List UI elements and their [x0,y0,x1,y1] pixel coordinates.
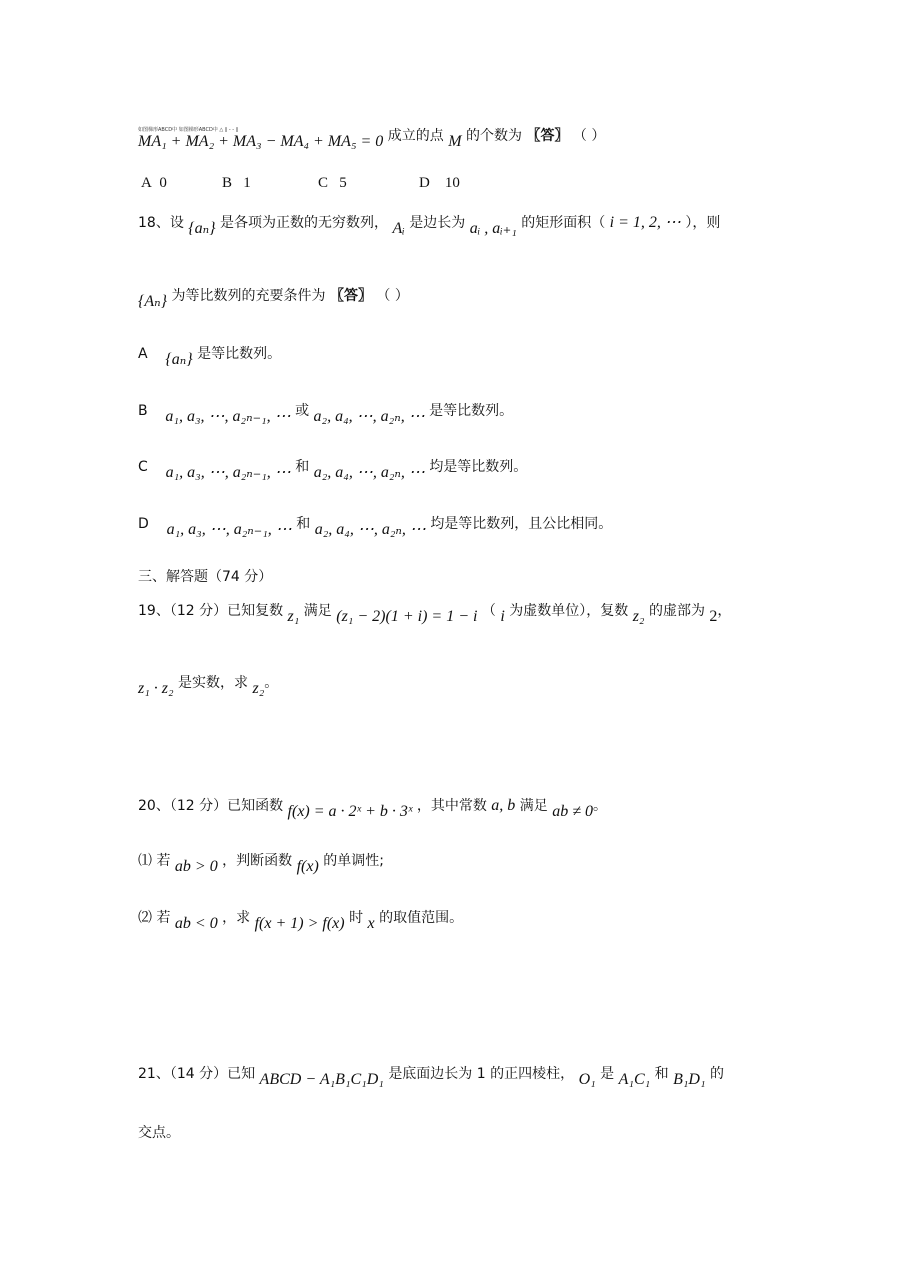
part-text: ，判断函数 [222,853,293,869]
q18-paren: （ ） [376,288,409,304]
q21-o1: O₁ [578,1071,596,1088]
q17-point: M [448,133,462,150]
q18-text5: 为等比数列的充要条件为 [171,288,326,304]
q19-text4: 的虚部为 [648,603,705,619]
q19-product: z₁ · z₂ [138,680,174,697]
q18-sides: aᵢ , aᵢ₊₁ [469,220,517,237]
q20-end: 。 [592,798,607,814]
part-condition: ab > 0 [174,858,218,875]
q19-z2b: z₂ [252,680,265,697]
q17-choice-b: B 1 [222,175,251,191]
section-heading: 三、解答题（74 分） [138,569,273,585]
q19-stem [138,600,732,625]
q21-text4: 的 [710,1066,724,1082]
q20-ab: a, b [491,797,516,814]
q17-line [138,125,606,150]
q20-function: f(x) = a · 2ˣ + b · 3ˣ [287,803,413,820]
q21-prism: ABCD − A₁B₁C₁D₁ [259,1071,384,1088]
option-expr: {aₙ} [165,351,193,368]
q18-option-b [138,400,514,425]
q20-number: 20、（12 分）已知函数 [138,798,284,814]
q19-equation: (z₁ − 2)(1 + i) = 1 − i [336,608,478,625]
option-letter: D [138,516,149,532]
q17-choice-a: A 0 [141,175,167,191]
part-x: x [367,915,375,932]
q18-index: i = 1, 2, ⋯ [609,214,681,231]
q19-text3: 为虚数单位），复数 [509,603,629,619]
part-inequality: f(x + 1) > f(x) [254,915,345,932]
option-tail: 是等比数列。 [429,403,514,419]
q21-text3: 和 [654,1066,669,1082]
q18-option-a [138,343,282,368]
q18-stem [138,212,721,237]
q19-z1: z₁ [287,608,300,625]
q21-a1c1: A₁C₁ [618,1071,651,1088]
option-expr1: a₁, a₃, ⋯, a₂ₙ₋₁, ⋯ [166,521,292,538]
option-tail: 均是等比数列。 [429,459,528,475]
q18-number: 18、设 [138,215,184,231]
q19-z2: z₂ [632,608,645,625]
q18-text2: 是边长为 [409,215,466,231]
q18-seq: {aₙ} [188,220,216,237]
q21-text1: 是底面边长为 1 的正四棱柱， [388,1066,575,1082]
part-label: ⑴ 若 [138,853,171,869]
q19-two: 2 [709,608,718,625]
q21-b1d1: B₁D₁ [673,1071,706,1088]
q20-part1 [138,850,384,875]
q17-tail: 的个数为 [466,128,522,144]
q19-text5: 是实数，求 [178,675,249,691]
garbled-fragment: 如图梯形ABCD中 如图梯形ABCD中 △ ∥ - - ∥ [138,127,239,133]
q18-text4: ），则 [685,215,721,231]
q17-formula: MA₁ + MA₂ + MA₃ − MA₄ + MA₅ = 0 [138,133,384,150]
q20-condition: ab ≠ 0 [552,803,593,820]
q19-text1: 满足 [303,603,332,619]
q19-stem-2 [138,672,279,697]
option-letter: C [138,459,148,475]
q19-comma: ， [717,603,732,619]
option-expr1: a₁, a₃, ⋯, a₂ₙ₋₁, ⋯ [165,408,291,425]
part-text2: 时 [349,910,364,926]
option-expr2: a₂, a₄, ⋯, a₂ₙ, ⋯ [314,521,426,538]
option-letter: A [138,346,148,362]
q19-text2: （ [481,603,496,619]
q21-text2: 是 [600,1066,615,1082]
option-join: 或 [295,403,310,419]
option-join: 和 [296,516,311,532]
option-letter: B [138,403,148,419]
q20-text1: ，其中常数 [416,798,487,814]
option-expr2: a₂, a₄, ⋯, a₂ₙ, ⋯ [313,408,425,425]
q19-number: 19、（12 分）已知复数 [138,603,284,619]
q17-choice-d: D 10 [419,175,460,191]
q18-option-c [138,456,528,481]
part-tail: 的单调性; [323,853,384,869]
q18-answer-mark: 〖答〗 [329,288,372,304]
q19-i: i [500,608,505,625]
option-expr1: a₁, a₃, ⋯, a₂ₙ₋₁, ⋯ [165,464,291,481]
part-fx: f(x) [296,858,319,875]
q21-stem [138,1063,724,1088]
q19-end: 。 [264,675,279,691]
q17-answer-mark: 〖答〗 [526,128,569,144]
option-tail: 均是等比数列，且公比相同。 [430,516,613,532]
option-tail: 是等比数列。 [197,346,282,362]
option-expr2: a₂, a₄, ⋯, a₂ₙ, ⋯ [313,464,425,481]
q20-part2 [138,907,464,932]
q17-paren: （ ） [572,128,606,144]
q18-option-d [138,513,613,538]
part-label: ⑵ 若 [138,910,171,926]
q18-An: {Aₙ} [138,293,168,310]
q21-number: 21、（14 分）已知 [138,1066,256,1082]
q18-ai: Aᵢ [392,220,405,237]
part-tail: 的取值范围。 [379,910,464,926]
q17-choice-c: C 5 [318,175,347,191]
q18-text3: 的矩形面积（ [521,215,606,231]
q17-text: 成立的点 [387,128,444,144]
q20-text2: 满足 [519,798,548,814]
q18-stem-2 [138,285,409,310]
part-condition: ab < 0 [174,915,218,932]
q18-text1: 是各项为正数的无穷数列， [220,215,389,231]
part-text: ，求 [222,910,251,926]
q20-stem [138,795,607,820]
q21-stem-2: 交点。 [138,1125,180,1141]
option-join: 和 [295,459,310,475]
